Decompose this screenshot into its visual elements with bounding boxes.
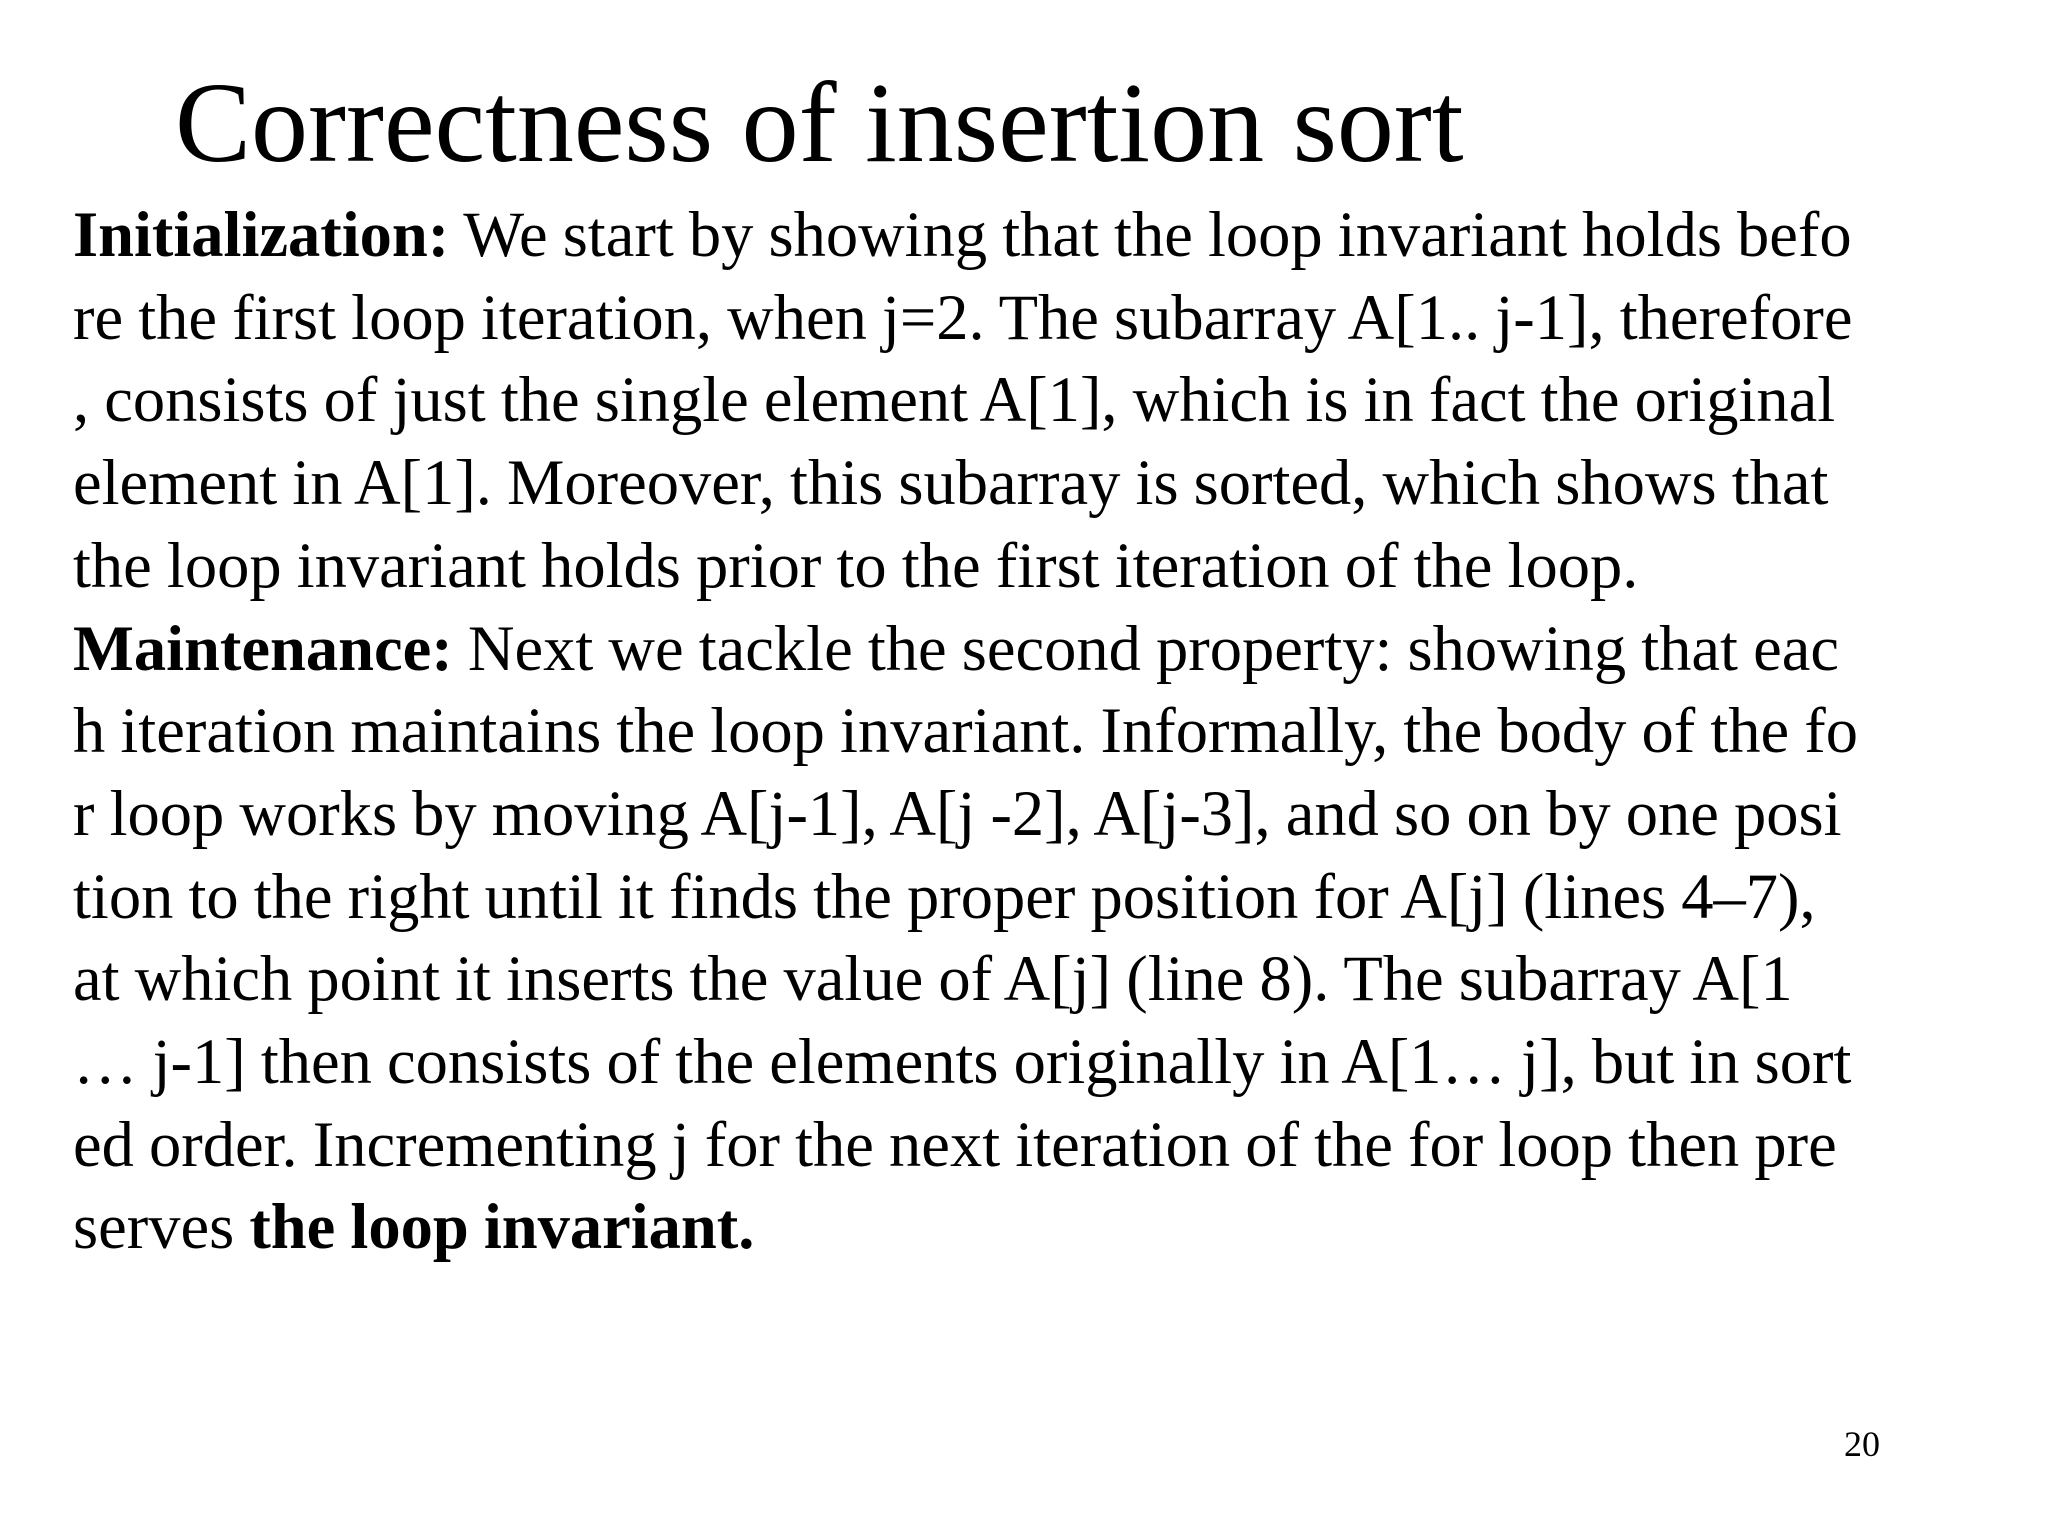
loop-invariant-emphasis: the loop invariant. xyxy=(249,1191,755,1263)
body-line-13 xyxy=(73,1186,2033,1269)
body-line-1 xyxy=(73,194,2033,277)
initialization-label: Initialization: xyxy=(73,199,450,270)
body-line-4: element in A[1]. Moreover, this subarray is sorted, which shows that xyxy=(73,447,1829,519)
body-line-3: , consists of just the single element A[1], which is in fact the original xyxy=(73,364,1836,436)
body-line-8: r loop works by moving A[j-1], A[j -2], A[j-3], and so on by one posi xyxy=(73,777,1842,849)
body-line-2: re the first loop iteration, when j=2. The subarray A[1.. j-1], therefore xyxy=(73,281,1853,353)
slide-body xyxy=(73,194,2033,1269)
body-line-9: tion to the right until it finds the proper position for A[j] (lines 4–7), xyxy=(73,860,1816,932)
body-line-1-text: We start by showing that the loop invariant holds befo xyxy=(449,199,1852,270)
body-line-11: … j-1] then consists of the elements originally in A[1… j], but in sort xyxy=(73,1026,1852,1098)
body-line-10: at which point it inserts the value of A[j] (line 8). The subarray A[1 xyxy=(73,943,1793,1015)
maintenance-label: Maintenance: xyxy=(73,612,453,684)
body-line-13-text: serves xyxy=(73,1191,250,1263)
body-line-7: h iteration maintains the loop invariant. Informally, the body of the fo xyxy=(73,695,1858,767)
body-line-6-text: Next we tackle the second property: showing that eac xyxy=(452,612,1839,684)
slide-title: Correctness of insertion sort xyxy=(175,59,1464,186)
body-line-5: the loop invariant holds prior to the first iteration of the loop. xyxy=(73,529,1639,601)
body-line-12: ed order. Incrementing j for the next iteration of the for loop then pre xyxy=(73,1108,1837,1180)
body-line-6 xyxy=(73,608,2033,691)
page-number: 20 xyxy=(1844,1424,1880,1464)
